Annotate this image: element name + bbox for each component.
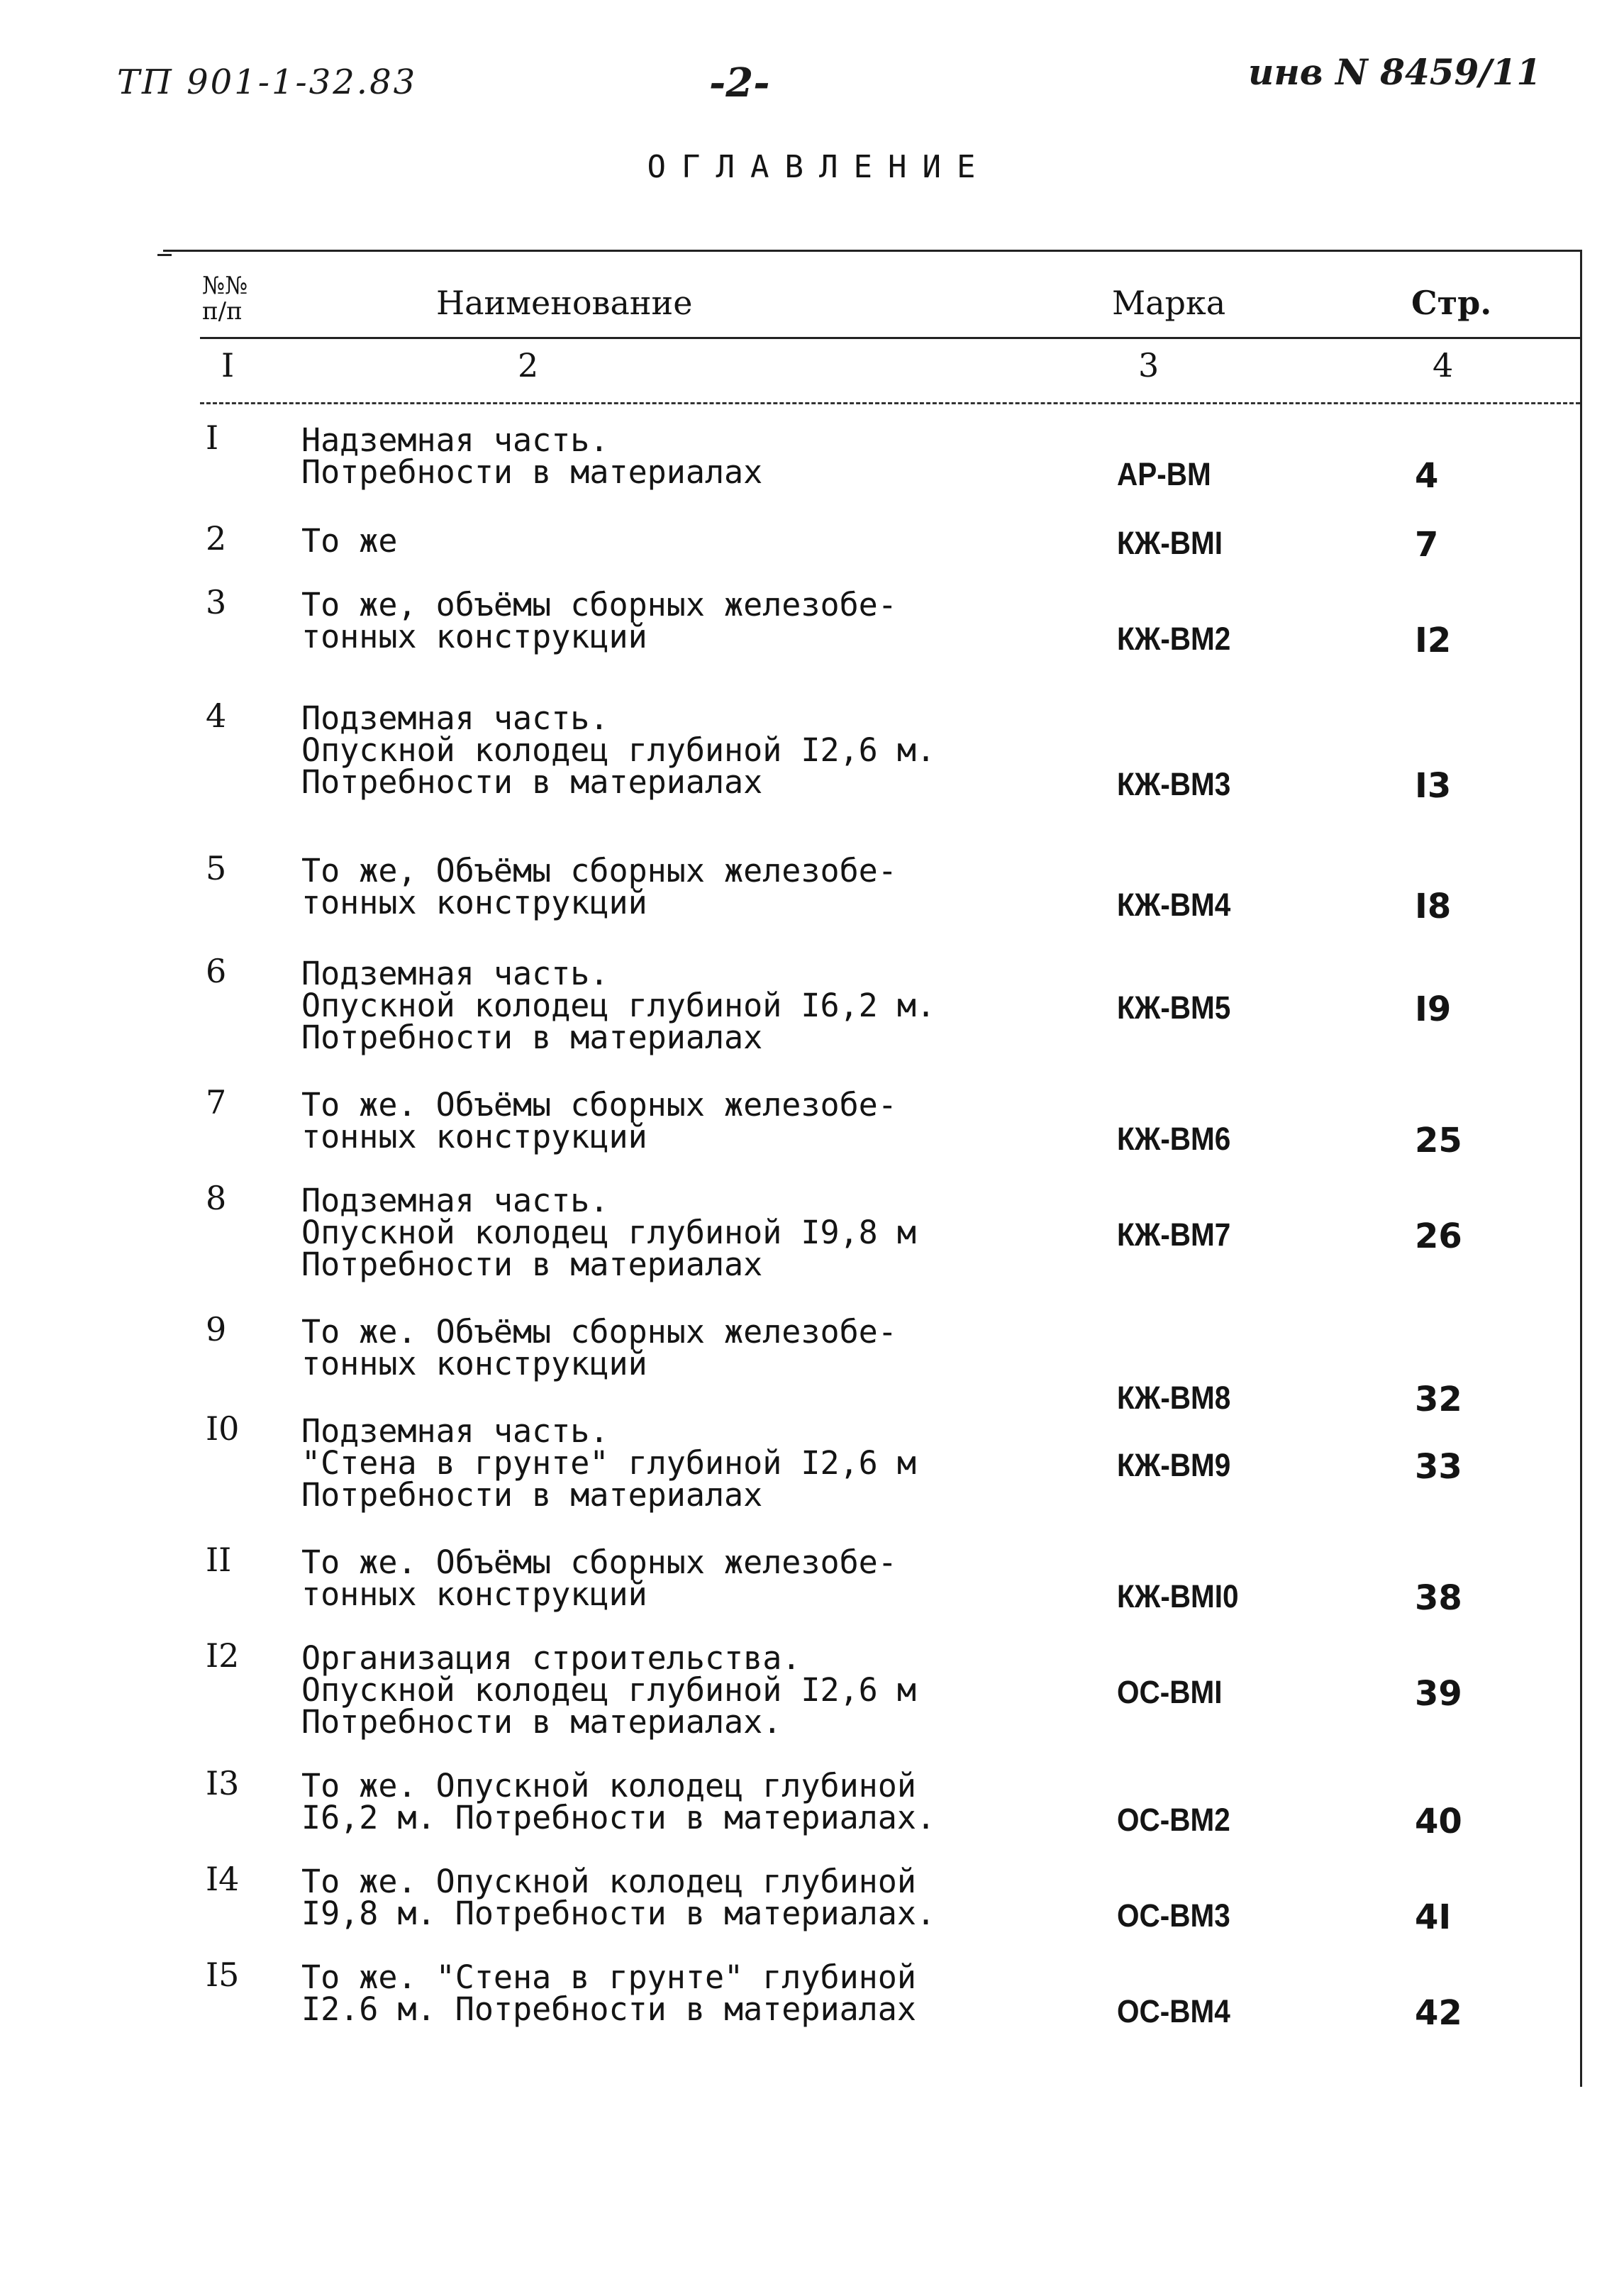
- row-name-line: Организация строительства.: [301, 1639, 801, 1677]
- page-number: -2-: [709, 60, 770, 106]
- row-name-line: То же. Опускной колодец глубиной: [301, 1863, 916, 1900]
- page-title: ОГЛАВЛЕНИЕ: [647, 149, 991, 185]
- row-page: I2: [1415, 621, 1452, 660]
- row-name-line: Подземная часть.: [301, 1412, 609, 1450]
- row-page: 4: [1415, 456, 1439, 496]
- row-number: 3: [206, 583, 227, 621]
- row-mark: КЖ-ВМ8: [1117, 1380, 1231, 1416]
- row-name: [301, 1767, 936, 1836]
- column-number-3: 3: [1138, 346, 1159, 384]
- row-mark: КЖ-ВМ9: [1117, 1447, 1231, 1483]
- row-name: [301, 586, 897, 655]
- row-name-line: То же, Объёмы сборных железобе-: [301, 852, 897, 889]
- row-mark: АР-ВМ: [1117, 456, 1211, 492]
- row-mark: КЖ-ВМ4: [1117, 887, 1231, 923]
- row-name-line: тонных конструкций: [301, 1575, 647, 1613]
- row-number: I0: [206, 1409, 240, 1448]
- row-name: [301, 522, 398, 560]
- left-margin-tick: [157, 254, 172, 256]
- row-name-line: То же. Объёмы сборных железобе-: [301, 1313, 897, 1351]
- row-number: 7: [206, 1083, 227, 1121]
- row-name: [301, 699, 936, 801]
- row-page: 42: [1415, 1993, 1462, 2033]
- row-page: 7: [1415, 525, 1439, 565]
- row-name: [301, 1313, 897, 1382]
- row-page: 25: [1415, 1121, 1462, 1160]
- row-mark: КЖ-ВМI0: [1117, 1578, 1239, 1614]
- row-number: 8: [206, 1179, 227, 1217]
- table-top-rule: [163, 250, 1580, 252]
- row-page: I8: [1415, 887, 1452, 926]
- table-right-border: [1580, 250, 1582, 2087]
- row-mark: ОС-ВМI: [1117, 1674, 1223, 1710]
- row-name-line: Подземная часть.: [301, 1182, 609, 1219]
- column-number-rule: [200, 402, 1580, 404]
- column-header-name: Наименование: [436, 284, 693, 322]
- row-name: [301, 1412, 916, 1514]
- row-mark: КЖ-ВМ5: [1117, 989, 1231, 1026]
- column-number-4: 4: [1433, 346, 1454, 384]
- row-number: I3: [206, 1764, 240, 1802]
- row-name-line: Потребности в материалах: [301, 453, 763, 491]
- row-name-line: I9,8 м. Потребности в материалах.: [301, 1895, 936, 1932]
- row-name-line: То же. "Стена в грунте" глубиной: [301, 1958, 916, 1996]
- row-name-line: I6,2 м. Потребности в материалах.: [301, 1799, 936, 1836]
- row-number: 4: [206, 697, 227, 735]
- header-rule: [200, 337, 1580, 339]
- row-number: II: [206, 1541, 232, 1579]
- row-number: 6: [206, 952, 227, 990]
- row-mark: КЖ-ВМI: [1117, 525, 1223, 561]
- row-name-line: Подземная часть.: [301, 699, 609, 737]
- row-name-line: Потребности в материалах: [301, 763, 763, 801]
- row-name-line: Подземная часть.: [301, 955, 609, 992]
- row-number: I2: [206, 1636, 240, 1675]
- row-name: [301, 421, 763, 491]
- row-name: [301, 1958, 916, 2028]
- row-page: I3: [1415, 766, 1452, 806]
- column-header-page: Стр.: [1411, 284, 1492, 322]
- column-header-mark: Марка: [1112, 284, 1226, 322]
- row-number: 5: [206, 849, 227, 887]
- row-name-line: Опускной колодец глубиной I6,2 м.: [301, 987, 936, 1024]
- row-page: I9: [1415, 989, 1452, 1029]
- row-mark: КЖ-ВМ6: [1117, 1121, 1231, 1157]
- row-name-line: тонных конструкций: [301, 618, 647, 655]
- row-page: 33: [1415, 1447, 1462, 1487]
- row-name-line: Надземная часть.: [301, 421, 609, 459]
- row-page: 38: [1415, 1578, 1462, 1618]
- row-name-line: Потребности в материалах: [301, 1246, 763, 1283]
- document-code: ТП 901-1-32.83: [117, 62, 418, 102]
- row-number: I4: [206, 1860, 240, 1898]
- row-name-line: То же: [301, 522, 398, 560]
- row-name-line: Опускной колодец глубиной I9,8 м: [301, 1214, 916, 1251]
- column-header-num: №№ п/п: [202, 272, 248, 326]
- row-mark: ОС-ВМ2: [1117, 1802, 1230, 1838]
- row-page: 40: [1415, 1802, 1462, 1841]
- row-name-line: I2.6 м. Потребности в материалах: [301, 1990, 916, 2028]
- row-name-line: "Стена в грунте" глубиной I2,6 м: [301, 1444, 916, 1482]
- row-name-line: Опускной колодец глубиной I2,6 м.: [301, 731, 936, 769]
- row-name-line: То же. Опускной колодец глубиной: [301, 1767, 916, 1805]
- row-number: 2: [206, 519, 227, 558]
- row-mark: КЖ-ВМ2: [1117, 621, 1231, 657]
- inventory-number: инв N 8459/11: [1248, 51, 1542, 93]
- row-name: [301, 1863, 936, 1932]
- row-mark: КЖ-ВМ7: [1117, 1216, 1231, 1253]
- row-number: I5: [206, 1956, 240, 1994]
- row-name-line: тонных конструкций: [301, 884, 647, 921]
- row-name: [301, 1086, 897, 1155]
- row-name: [301, 1543, 897, 1613]
- row-name-line: Опускной колодец глубиной I2,6 м: [301, 1671, 916, 1709]
- row-page: 39: [1415, 1674, 1462, 1714]
- row-mark: ОС-ВМ4: [1117, 1993, 1230, 2029]
- row-name-line: тонных конструкций: [301, 1345, 647, 1382]
- row-page: 4I: [1415, 1897, 1452, 1937]
- row-name-line: Потребности в материалах: [301, 1019, 763, 1056]
- row-mark: КЖ-ВМ3: [1117, 766, 1231, 802]
- row-name-line: Потребности в материалах.: [301, 1703, 782, 1741]
- row-name-line: То же. Объёмы сборных железобе-: [301, 1543, 897, 1581]
- row-name-line: Потребности в материалах: [301, 1476, 763, 1514]
- row-number: I: [206, 418, 219, 457]
- row-name-line: То же, объёмы сборных железобе-: [301, 586, 897, 623]
- row-name: [301, 955, 936, 1056]
- row-page: 32: [1415, 1380, 1462, 1419]
- column-number-2: 2: [518, 346, 539, 384]
- row-mark: ОС-ВМ3: [1117, 1897, 1230, 1934]
- row-name: [301, 1639, 916, 1741]
- row-page: 26: [1415, 1216, 1462, 1256]
- row-name-line: тонных конструкций: [301, 1118, 647, 1155]
- row-number: 9: [206, 1310, 227, 1348]
- row-name-line: То же. Объёмы сборных железобе-: [301, 1086, 897, 1124]
- row-name: [301, 1182, 916, 1283]
- row-name: [301, 852, 897, 921]
- column-number-1: I: [221, 346, 235, 384]
